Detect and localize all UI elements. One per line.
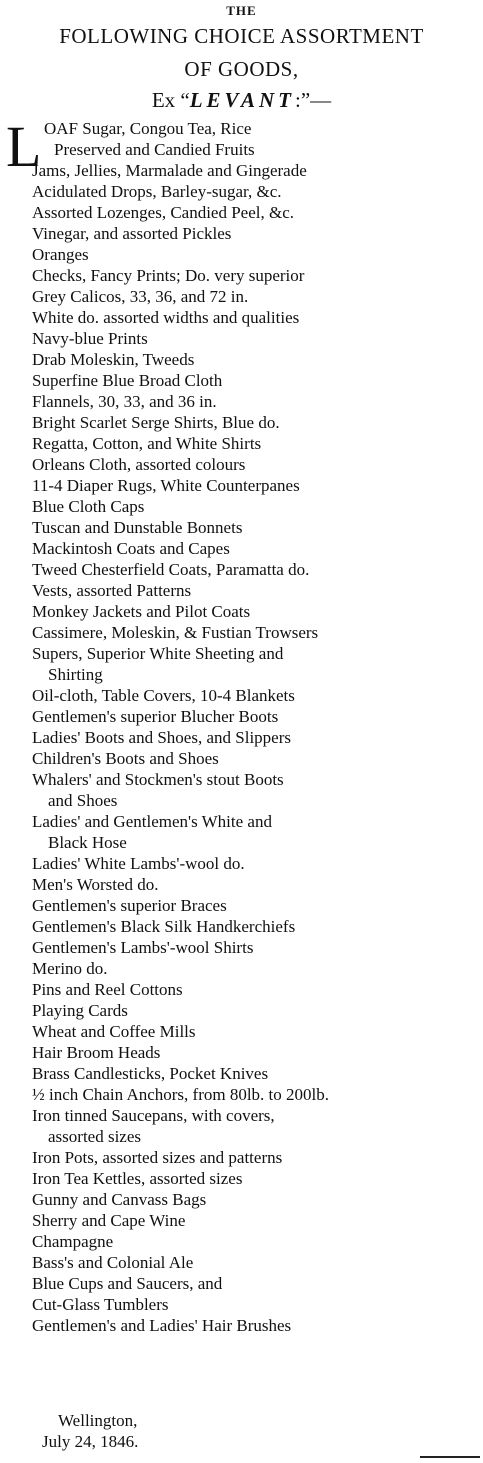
header-the: THE <box>226 3 257 18</box>
list-item: Oil-cloth, Table Covers, 10-4 Blankets <box>32 686 295 705</box>
list-item: Men's Worsted do. <box>32 875 159 894</box>
list-item: OAF Sugar, Congou Tea, Rice <box>44 119 252 138</box>
bottom-rule <box>420 1456 480 1458</box>
list-item: Superfine Blue Broad Cloth <box>32 371 223 390</box>
list-item: Drab Moleskin, Tweeds <box>32 350 195 369</box>
list-item: Checks, Fancy Prints; Do. very superior <box>32 266 305 285</box>
list-item: Jams, Jellies, Marmalade and Gingerade <box>32 161 307 180</box>
list-item: Vests, assorted Patterns <box>32 581 192 600</box>
ship-line <box>0 88 483 113</box>
list-item: Acidulated Drops, Barley-sugar, &c. <box>32 182 282 201</box>
list-item: Brass Candlesticks, Pocket Knives <box>32 1064 269 1083</box>
list-item: Gentlemen's Black Silk Handkerchiefs <box>32 917 296 936</box>
goods-list <box>0 114 483 1336</box>
list-item: Grey Calicos, 33, 36, and 72 in. <box>32 287 249 306</box>
footer-date: July 24, 1846. <box>42 1432 139 1451</box>
list-item: Assorted Lozenges, Candied Peel, &c. <box>32 203 295 222</box>
footer-place: Wellington, <box>58 1411 138 1430</box>
list-item: 11-4 Diaper Rugs, White Counterpanes <box>32 476 300 495</box>
list-item: Sherry and Cape Wine <box>32 1211 186 1230</box>
drop-cap: L <box>6 114 42 179</box>
list-item: Bright Scarlet Serge Shirts, Blue do. <box>32 413 280 432</box>
list-item: Whalers' and Stockmen's stout Boots <box>32 770 284 789</box>
list-item: Tuscan and Dunstable Bonnets <box>32 518 243 537</box>
ship-name: LEVANT <box>189 88 296 112</box>
list-item: Gentlemen's superior Blucher Boots <box>32 707 279 726</box>
list-item: Iron Pots, assorted sizes and patterns <box>32 1148 283 1167</box>
list-item: assorted sizes <box>48 1127 142 1146</box>
list-item: Monkey Jackets and Pilot Coats <box>32 602 251 621</box>
list-item: Ladies' Boots and Shoes, and Slippers <box>32 728 291 747</box>
ex-prefix: Ex “ <box>151 88 190 112</box>
ex-suffix: :”— <box>295 88 332 112</box>
list-item: Orleans Cloth, assorted colours <box>32 455 246 474</box>
list-item: Supers, Superior White Sheeting and <box>32 644 284 663</box>
list-item: Oranges <box>32 245 89 264</box>
list-item: Flannels, 30, 33, and 36 in. <box>32 392 217 411</box>
list-item: Playing Cards <box>32 1001 128 1020</box>
list-item: Bass's and Colonial Ale <box>32 1253 194 1272</box>
heading-line-1: FOLLOWING CHOICE ASSORTMENT <box>59 24 424 48</box>
list-item: Black Hose <box>48 833 127 852</box>
list-item: Hair Broom Heads <box>32 1043 161 1062</box>
list-item: Navy-blue Prints <box>32 329 148 348</box>
list-item: Gentlemen's superior Braces <box>32 896 227 915</box>
list-item: Iron Tea Kettles, assorted sizes <box>32 1169 243 1188</box>
list-item: Pins and Reel Cottons <box>32 980 183 999</box>
list-item: Ladies' White Lambs'-wool do. <box>32 854 245 873</box>
list-item: Wheat and Coffee Mills <box>32 1022 196 1041</box>
list-item: Preserved and Candied Fruits <box>54 140 255 159</box>
list-item: Iron tinned Saucepans, with covers, <box>32 1106 275 1125</box>
list-item: Mackintosh Coats and Capes <box>32 539 230 558</box>
heading-line-2: OF GOODS, <box>184 57 299 81</box>
list-item: and Shoes <box>48 791 118 810</box>
list-item: Regatta, Cotton, and White Shirts <box>32 434 262 453</box>
list-item: ½ inch Chain Anchors, from 80lb. to 200lb. <box>32 1085 330 1104</box>
list-item: Shirting <box>48 665 103 684</box>
list-item: Vinegar, and assorted Pickles <box>32 224 232 243</box>
list-item: Cassimere, Moleskin, & Fustian Trowsers <box>32 623 319 642</box>
list-item: Champagne <box>32 1232 114 1251</box>
list-item: Gentlemen's and Ladies' Hair Brushes <box>32 1316 292 1335</box>
list-item: Tweed Chesterfield Coats, Paramatta do. <box>32 560 310 579</box>
list-item: White do. assorted widths and qualities <box>32 308 300 327</box>
list-item: Blue Cups and Saucers, and <box>32 1274 223 1293</box>
list-item: Blue Cloth Caps <box>32 497 145 516</box>
list-item: Children's Boots and Shoes <box>32 749 219 768</box>
list-item: Gunny and Canvass Bags <box>32 1190 207 1209</box>
list-item: Gentlemen's Lambs'-wool Shirts <box>32 938 254 957</box>
list-item: Merino do. <box>32 959 108 978</box>
list-item: Ladies' and Gentlemen's White and <box>32 812 272 831</box>
list-item: Cut-Glass Tumblers <box>32 1295 169 1314</box>
